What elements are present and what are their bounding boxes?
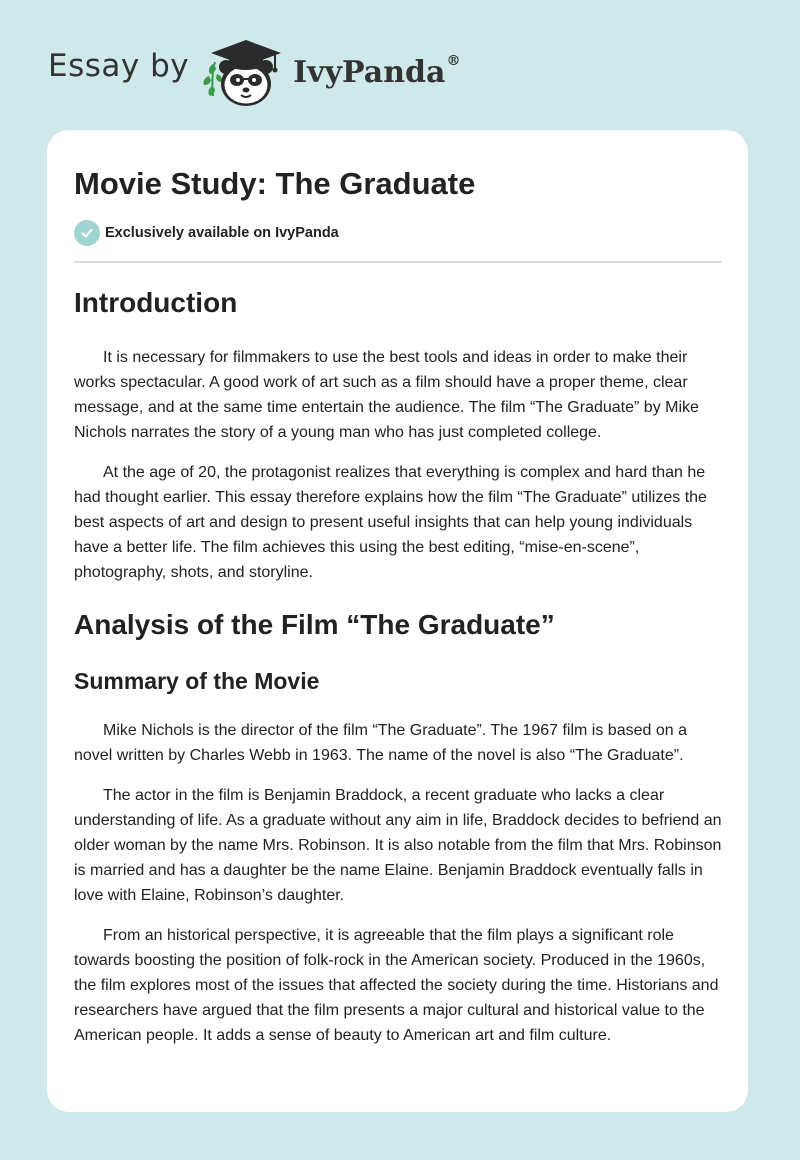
check-icon: [74, 220, 100, 246]
essay-by-label: Essay by: [48, 48, 190, 84]
paragraph: From an historical perspective, it is agreeable that the film plays a significant role towards boosting the position of folk-rock in the American society. Produced in the 1960s, the film explores most of the issues that affected the society during the time. Historians and researchers have argued that the film presents a major cultural and historical value to the American people. It adds a sense of beauty to American art and film culture.: [74, 927, 719, 1044]
section-heading-analysis: Analysis of the Film “The Graduate”: [74, 609, 555, 640]
paragraph: It is necessary for filmmakers to use the best tools and ideas in order to make their works spectacular. A good work of art such as a film should have a proper theme, clear message, and at the same time entertain the audience. The film “The Graduate” by Mike Nichols narrates the story of a young man who has just completed college.: [74, 349, 699, 441]
page-title: Movie Study: The Graduate: [74, 166, 476, 201]
paragraph: At the age of 20, the protagonist realizes that everything is complex and hard than he had thought earlier. This essay therefore explains how the film “The Graduate” utilizes the best aspects of art and design to present useful insights that can help young individuals have a better life. The film achieves this using the best editing, “mise-en-scene”, photography, shots, and storyline.: [74, 464, 707, 581]
registered-mark: ®: [446, 52, 461, 69]
essay-card: [47, 130, 748, 1112]
site-header: [48, 34, 460, 114]
divider: [74, 261, 722, 263]
brand-name[interactable]: IvyPanda®: [293, 52, 461, 90]
subheading-summary: Summary of the Movie: [74, 668, 320, 694]
paragraph: The actor in the film is Benjamin Braddock, a recent graduate who lacks a clear understanding of life. As a graduate without any aim in life, Braddock decides to befriend an older woman by the name Mrs. Robinson. It is also notable from the film that Mrs. Robinson is married and has a daughter be the name Elaine. Benjamin Braddock eventually falls in love with Elaine, Robinson’s daughter.: [74, 787, 722, 904]
exclusive-badge: [74, 220, 722, 246]
panda-graduate-icon[interactable]: [199, 34, 291, 114]
paragraph: Mike Nichols is the director of the film “The Graduate”. The 1967 film is based on a novel written by Charles Webb in 1963. The name of the novel is also “The Graduate”.: [74, 722, 687, 764]
section-heading-introduction: Introduction: [74, 287, 238, 318]
badge-text: Exclusively available on IvyPanda: [105, 225, 339, 241]
